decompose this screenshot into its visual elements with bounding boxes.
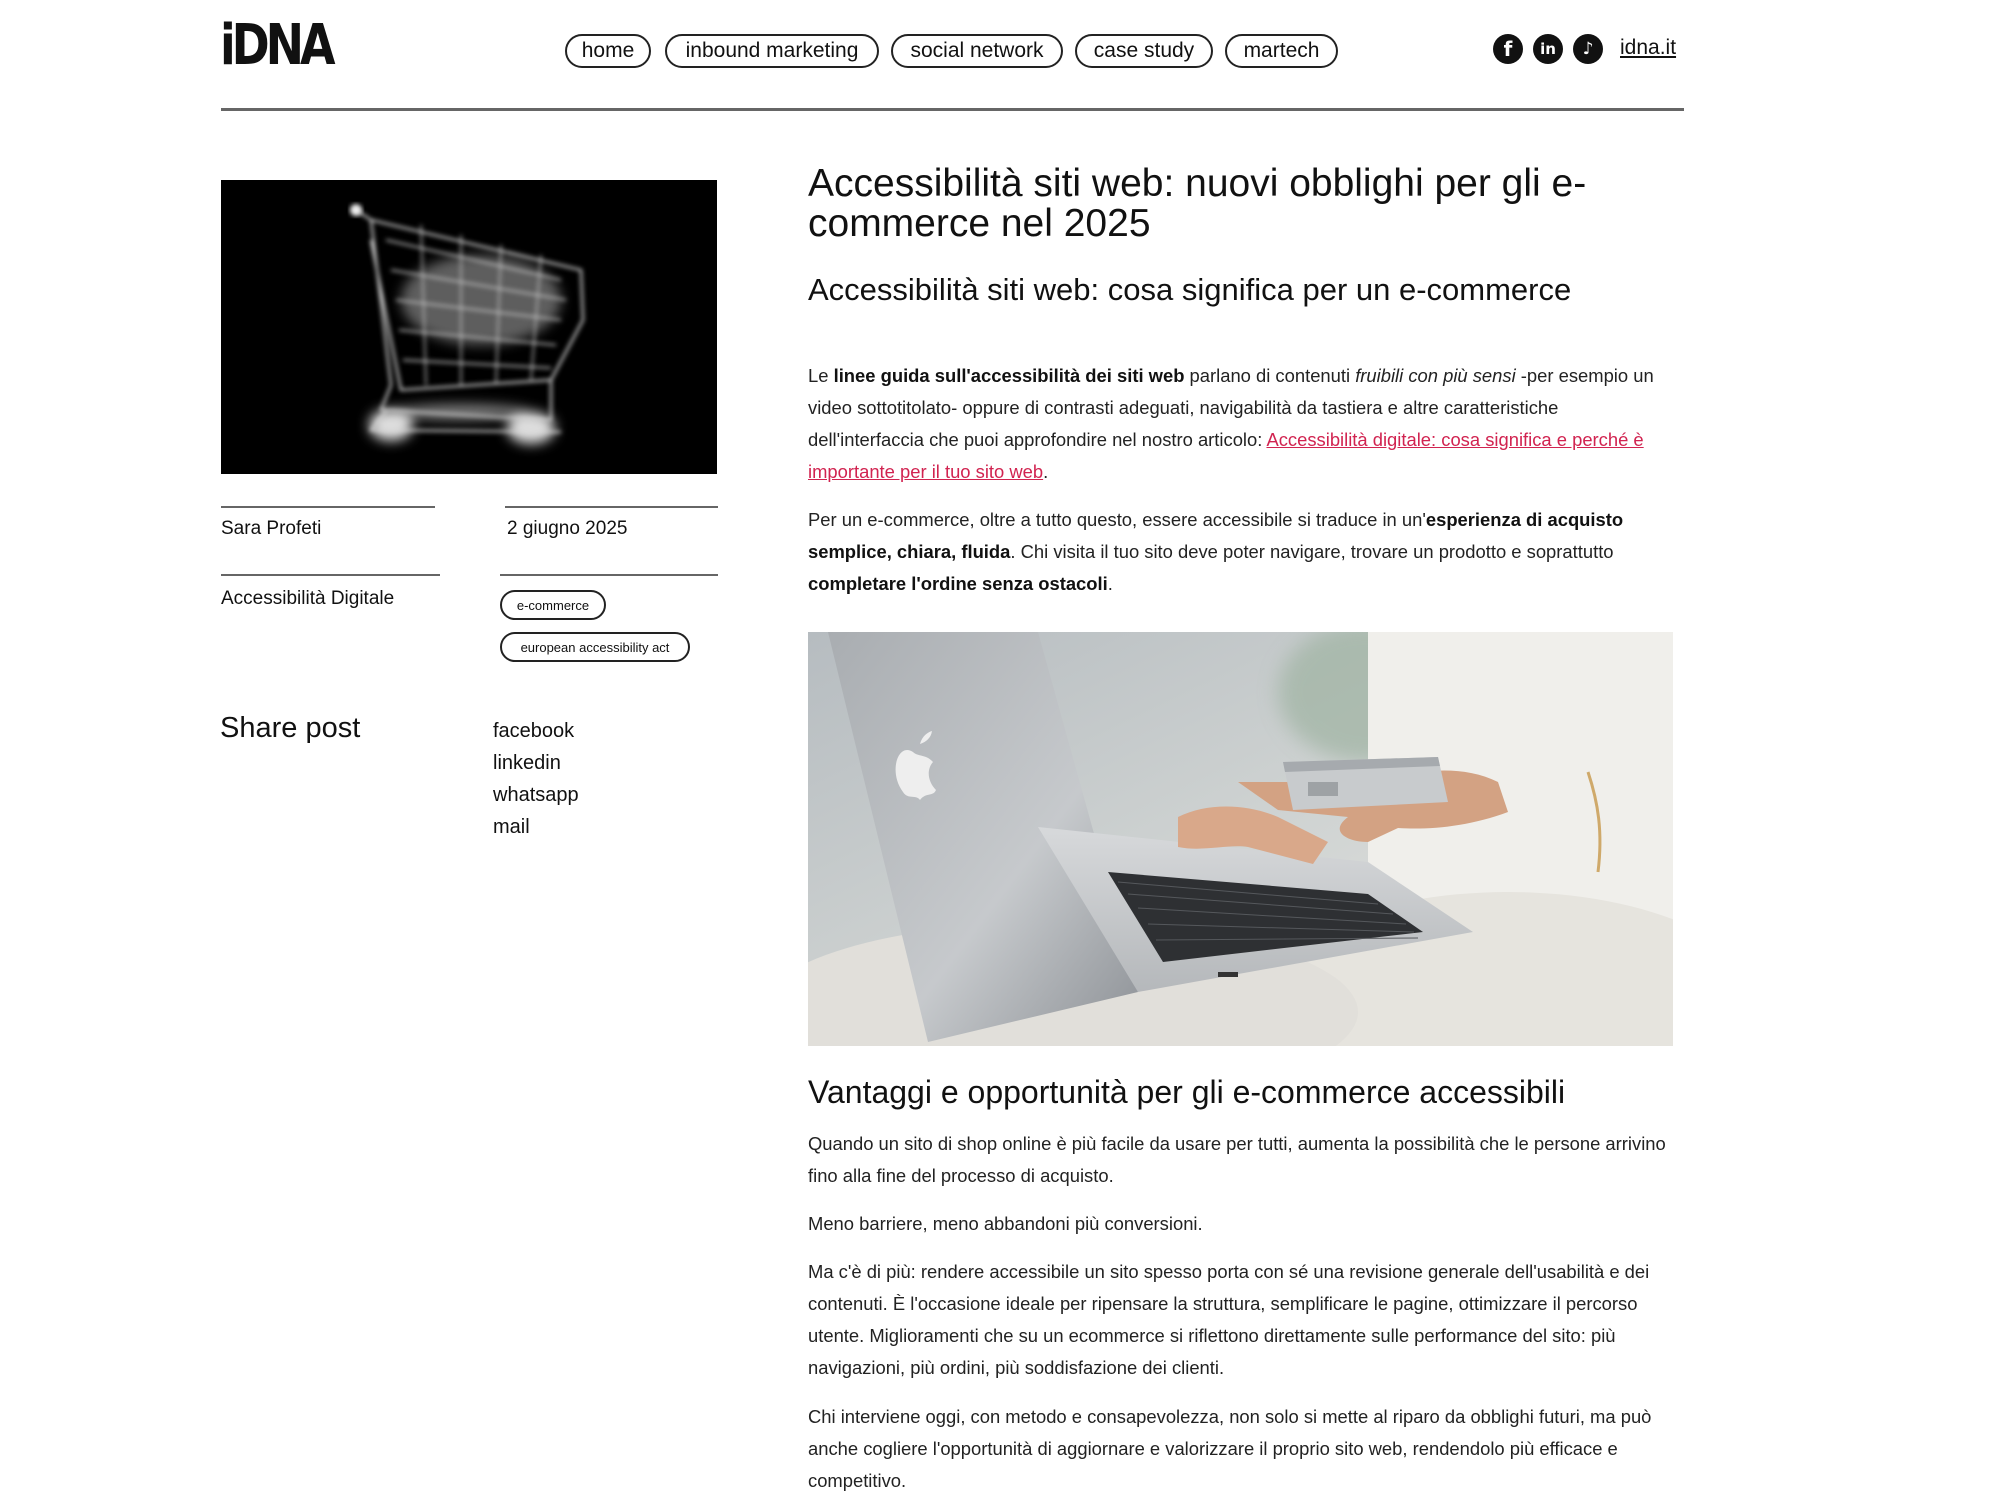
p2-text-3: . xyxy=(1107,573,1113,594)
p1-text-1: Le xyxy=(808,365,834,386)
site-link[interactable]: idna.it xyxy=(1620,36,1677,59)
section-title-vantaggi: Vantaggi e opportunità per gli e-commerce accessibili xyxy=(808,1074,1566,1110)
laptop-payment-image xyxy=(808,632,1673,1046)
paragraph-ecommerce xyxy=(808,504,1678,600)
tag-european-accessibility-act[interactable]: european accessibility act xyxy=(500,632,690,662)
p1-bold-1: linee guida sull'accessibilità dei siti web xyxy=(833,365,1185,386)
paragraph-p4: Meno barriere, meno abbandoni più conversioni. xyxy=(808,1213,1203,1234)
paragraph-guidelines xyxy=(808,360,1678,488)
p2-bold-1: esperienza di acquisto semplice, chiara, fluida xyxy=(808,509,1624,562)
article-title: Accessibilità siti web: nuovi obblighi per gli e-commerce nel 2025 xyxy=(808,162,1587,245)
tag-e-commerce[interactable]: e-commerce xyxy=(500,590,606,620)
share-mail-link[interactable]: mail xyxy=(493,816,530,838)
date-rule xyxy=(505,506,718,508)
article-subtitle: Accessibilità siti web: cosa significa per un e-commerce xyxy=(808,272,1572,307)
share-linkedin-link[interactable]: linkedin xyxy=(493,752,561,774)
laptop-payment-illustration xyxy=(808,632,1673,1046)
nav-case-study[interactable]: case study xyxy=(1075,34,1213,68)
p2-text-2: . Chi visita il tuo sito deve poter navigare, trovare un prodotto e soprattutto xyxy=(1010,541,1614,562)
nav-inbound-marketing[interactable]: inbound marketing xyxy=(665,34,879,68)
author-name[interactable]: Sara Profeti xyxy=(221,518,322,539)
share-post-title: Share post xyxy=(220,712,361,744)
publish-date: 2 giugno 2025 xyxy=(507,518,628,539)
p1-text-4: . xyxy=(1043,461,1049,482)
nav-martech[interactable]: martech xyxy=(1225,34,1338,68)
paragraph-p6: Chi interviene oggi, con metodo e consapevolezza, non solo si mette al riparo da obblighi futuri, ma può anche cogliere l'opportunità di aggiornare e valorizzare il proprio sito web, rendendolo più efficace e competitivo. xyxy=(808,1406,1652,1491)
p1-text-2: parlano di contenuti xyxy=(1184,365,1356,386)
nav-social-network[interactable]: social network xyxy=(891,34,1063,68)
p2-bold-2: completare l'ordine senza ostacoli xyxy=(808,573,1108,594)
featured-image-shopping-cart xyxy=(221,180,717,474)
paragraph-p5: Ma c'è di più: rendere accessibile un sito spesso porta con sé una revisione generale dell'usabilità e dei contenuti. È l'occasione ideale per ripensare la struttura, semplificare le pagine, ottimizzare il percorso utente. Miglioramenti che su un ecommerce si riflettono direttamente sulle performance del sito: più navigazioni, più ordini, più soddisfazione dei clienti. xyxy=(808,1261,1650,1378)
paragraph-p3: Quando un sito di shop online è più facile da usare per tutti, aumenta la possibilità che le persone arrivino fino alla fine del processo di acquisto. xyxy=(808,1133,1666,1186)
tiktok-icon[interactable]: ♪ xyxy=(1573,34,1603,64)
header-divider xyxy=(221,108,1684,111)
facebook-icon[interactable]: f xyxy=(1493,34,1523,64)
share-facebook-link[interactable]: facebook xyxy=(493,720,575,742)
author-rule xyxy=(221,506,435,508)
category-label[interactable]: Accessibilità Digitale xyxy=(221,588,395,609)
category-rule xyxy=(221,574,440,576)
linkedin-icon[interactable]: in xyxy=(1533,34,1563,64)
p1-italic-1: fruibili con più sensi xyxy=(1355,365,1516,386)
share-whatsapp-link[interactable]: whatsapp xyxy=(493,784,579,806)
p1-text-3: -per esempio un video sottotitolato- oppure di contrasti adeguati, navigabilità da tastiera e altre caratteristiche dell'interfaccia che puoi approfondire nel nostro articolo: xyxy=(808,365,1654,450)
site-logo[interactable]: iDNA xyxy=(220,13,332,78)
tags-rule xyxy=(500,574,718,576)
p2-text-1: Per un e-commerce, oltre a tutto questo, essere accessibile si traduce in un' xyxy=(808,509,1426,530)
shopping-cart-illustration xyxy=(221,180,717,474)
article-link-accessibilita-digitale[interactable]: Accessibilità digitale: cosa significa e perché è importante per il tuo sito web xyxy=(808,429,1644,482)
nav-home[interactable]: home xyxy=(565,34,651,68)
